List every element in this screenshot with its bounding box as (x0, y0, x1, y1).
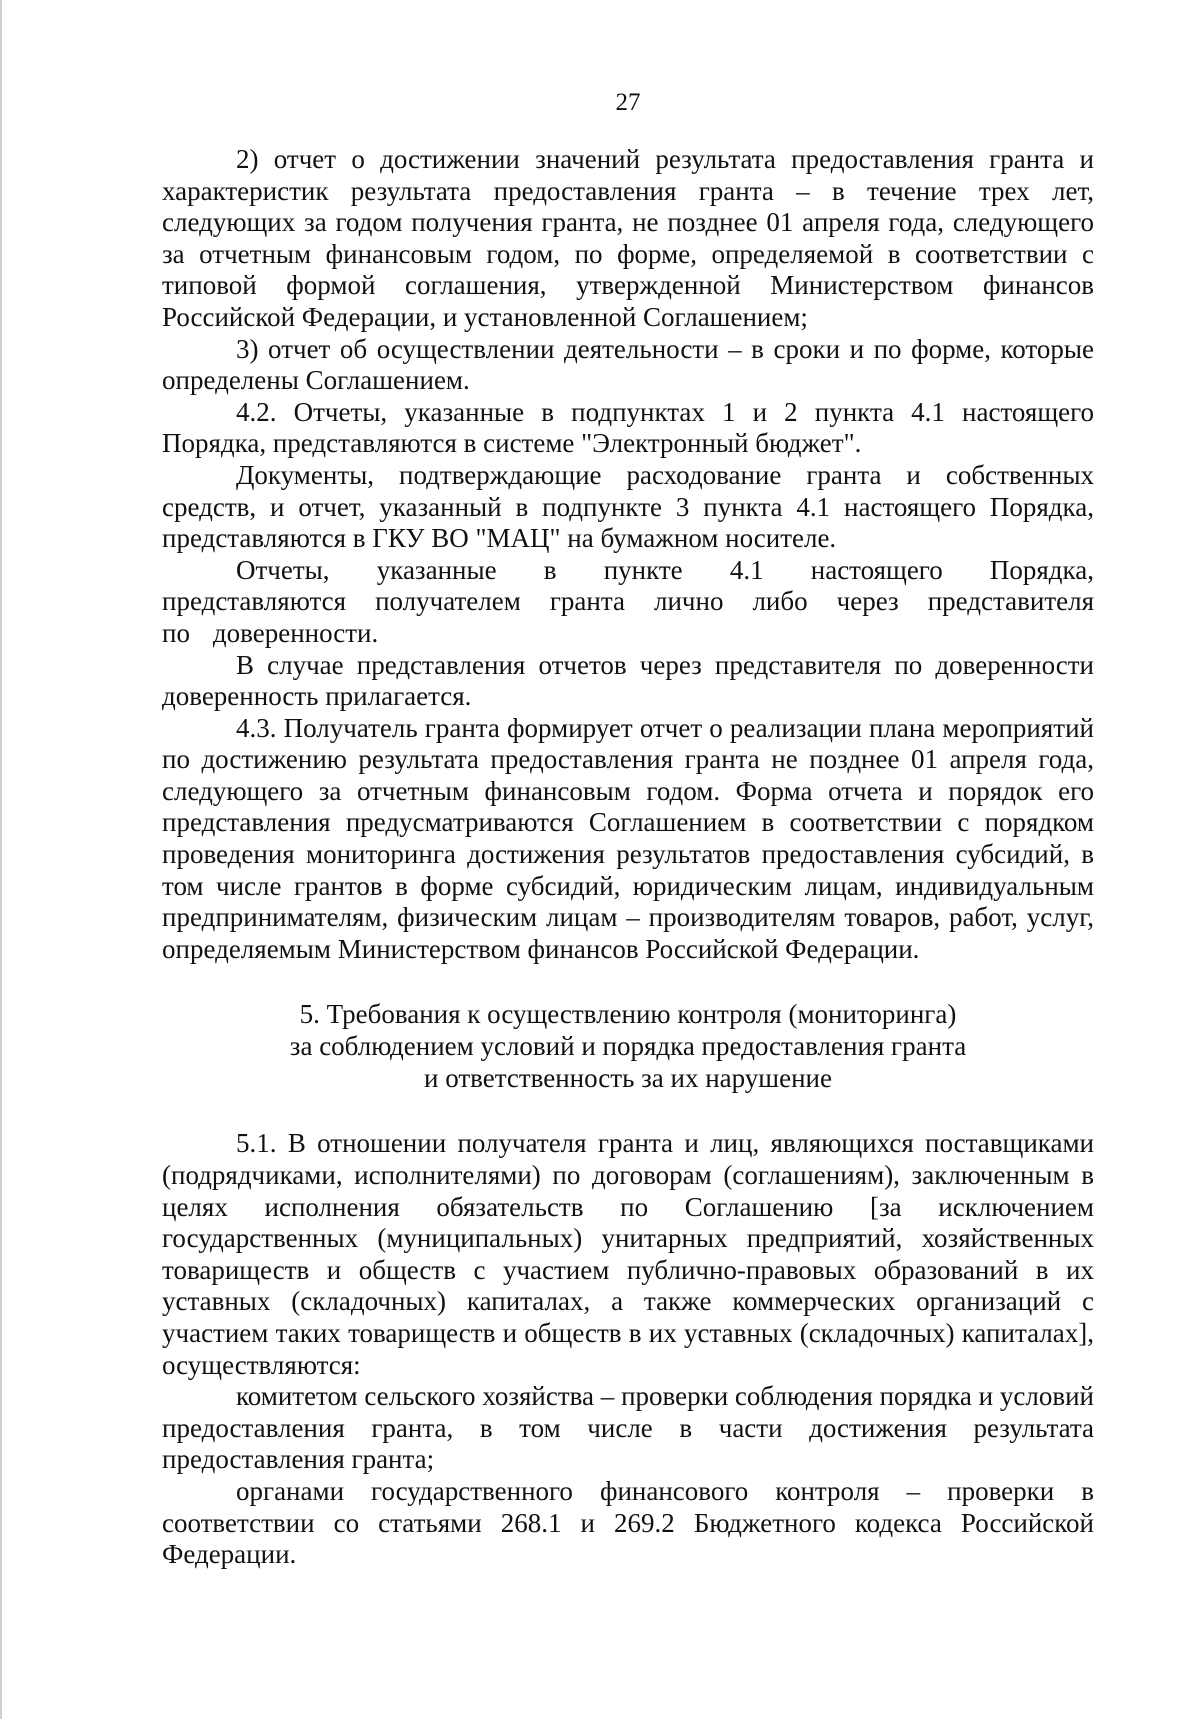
section-5-heading (162, 998, 1094, 1094)
paragraph-report-activity: 3) отчет об осуществлении деятельности – в сроки и по форме, которые определены Соглашением. (162, 333, 1094, 396)
paragraph-committee-checks: комитетом сельского хозяйства – проверки соблюдения порядка и условий предоставления гранта, в том числе в части достижения результата предоставления гранта; (162, 1381, 1094, 1475)
paragraph-report-results: 2) отчет о достижении значений результата предоставления гранта и характеристик результата предоставления гранта – в течение трех лет, следующих за годом получения гранта, не позднее 01 апреля года, следующего за отчетным финансовым годом, по форме, определяемой в соответствии с типовой формой соглашения, утвержденной Министерством финансов Российской Федерации, и установленной Соглашением; (162, 144, 1094, 332)
paragraph-documents: Документы, подтверждающие расходование гранта и собственных средств, и отчет, указанный в подпункте 3 пункта 4.1 настоящего Порядка, представляются в ГКУ ВО "МАЦ" на бумажном носителе. (162, 459, 1094, 554)
paragraph-financial-control: органами государственного финансового контроля – проверки в соответствии со статьями 268.1 и 269.2 Бюджетного кодекса Российской Федерации. (162, 1475, 1094, 1570)
paragraph-power-of-attorney: В случае представления отчетов через представителя по доверенности доверенность прилагается. (162, 649, 1094, 712)
paragraph-reports-submission: Отчеты, указанные в пункте 4.1 настоящего Порядка, представляются получателем гранта лично либо через представителя по доверенности. (162, 554, 1094, 648)
paragraph-5-1: 5.1. В отношении получателя гранта и лиц, являющихся поставщиками (подрядчиками, исполнителями) по договорам (соглашениям), заключенным в целях исполнения обязательств по Соглашению [за исключением государственных (муниципальных) унитарных предприятий, хозяйственных товариществ и обществ с участием публично-правовых образований в их уставных (складочных) капиталах, а также коммерческих организаций с участием таких товариществ и обществ в их уставных (складочных) капиталах], осуществляются: (162, 1128, 1094, 1380)
document-body (162, 144, 1094, 1571)
paragraph-4-2: 4.2. Отчеты, указанные в подпунктах 1 и 2 пункта 4.1 настоящего Порядка, представляются в системе "Электронный бюджет". (162, 396, 1094, 459)
paragraph-4-3: 4.3. Получатель гранта формирует отчет о реализации плана мероприятий по достижению результата предоставления гранта не позднее 01 апреля года, следующего за отчетным финансовым годом. Форма отчета и порядок его представления предусматриваются Соглашением в соответствии с порядком проведения мониторинга достижения результатов предоставления субсидий, в том числе грантов в форме субсидий, юридическим лицам, индивидуальным предпринимателям, физическим лицам – производителям товаров, работ, услуг, определяемым Министерством финансов Российской Федерации. (162, 712, 1094, 964)
heading-line: 5. Требования к осуществлению контроля (мониторинга) (299, 999, 957, 1030)
heading-line: и ответственность за их нарушение (424, 1063, 832, 1094)
heading-line: за соблюдением условий и порядка предоставления гранта (289, 1031, 967, 1062)
scan-edge (0, 0, 2, 1719)
page-number: 27 (615, 89, 641, 116)
